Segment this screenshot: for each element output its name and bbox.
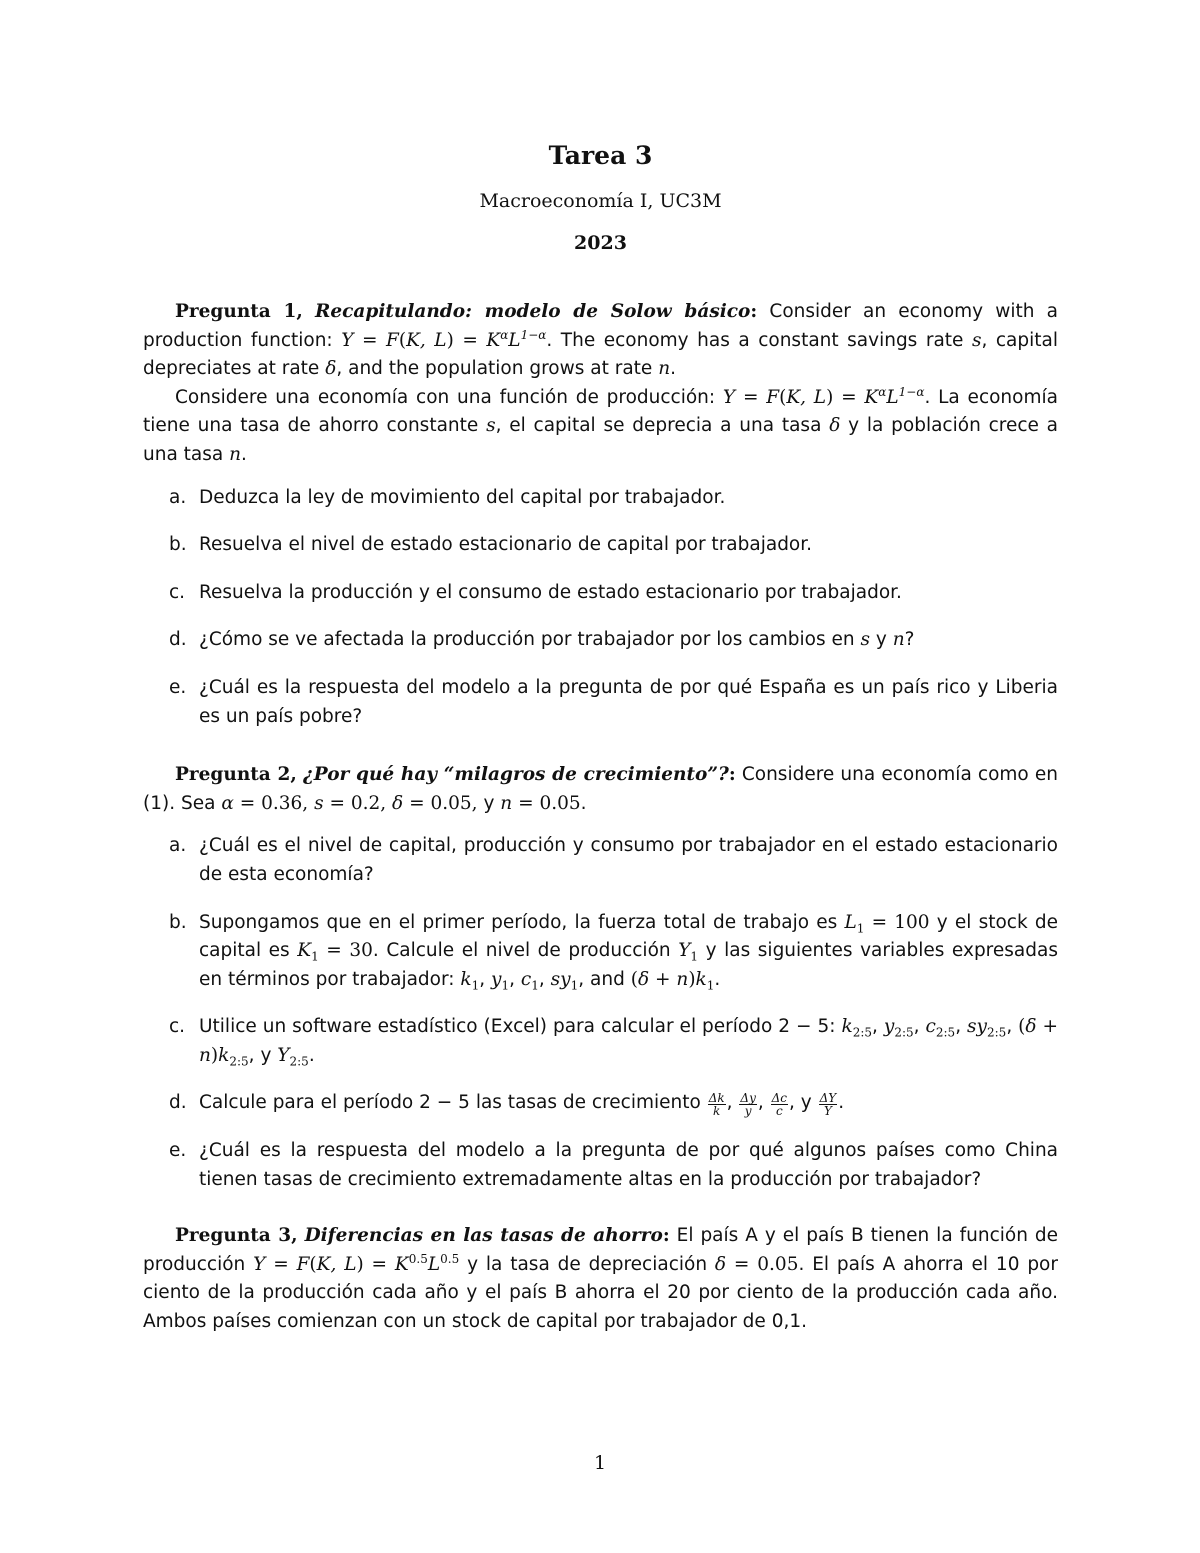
question-1-label: Pregunta 1, [175, 301, 303, 322]
question-2-label: Pregunta 2, [175, 764, 297, 786]
fraction-dk-k: $\frac{\Delta k}{k}$ [708, 1091, 725, 1119]
list-item: b. Resuelva el nivel de estado estacionario de capital por trabajador. [169, 534, 813, 556]
list-item: a. ¿Cuál es el nivel de capital, producción y consumo por trabajador en el estado estacionario de esta economía? [169, 835, 1058, 885]
question-3-title: Diferencias en las tasas de ahorro [304, 1225, 663, 1247]
fraction-dY-Y: $\frac{\Delta Y}{Y}$ [819, 1091, 837, 1119]
question-1-title: Recapitulando: modelo de Solow básico [314, 301, 751, 322]
question-1-items [143, 484, 1058, 732]
list-item: c. Resuelva la producción y el consumo de estado estacionario por trabajador. [169, 581, 902, 603]
list-item: d. ¿Cómo se ve afectada la producción por trabajador por los cambios en s y n? [169, 629, 915, 651]
list-item: b. Supongamos que en el primer período, la fuerza total de trabajo es $L_1 = 100$ y el stock de capital es $K_1 = 30$. Calcule el nivel de producción $Y_1$ y las siguientes variables expresadas en términos por trabajador: $k_1$, $y_1$, $c_1$, $sy_1$, and $(\delta + n)k_1$. [169, 911, 1058, 993]
fraction-dy-y: $\frac{\Delta y}{y}$ [740, 1091, 756, 1119]
question-3-label: Pregunta 3, [175, 1225, 298, 1247]
list-item: e. ¿Cuál es la respuesta del modelo a la pregunta de por qué algunos países como China tienen tasas de crecimiento extremadamente altas en la producción por trabajador? [169, 1140, 1058, 1190]
question-1-spanish: Considere una economía con una función de producción: Y = F(K, $L) = K^\alpha L^{1-\alpha}$. La economía tiene una tasa de ahorro constante s, el capital se deprecia a una tasa δ y la población crece a una tasa n. [143, 384, 1059, 465]
list-item: c. Utilice un software estadístico (Excel) para calcular el período 2 − 5: $k_{2:5}$, $y_{2:5}$, $c_{2:5}$, $sy_{2:5}$, $(\delta + n)k_{2:5}$, y $Y_{2:5}$. [169, 1016, 1059, 1069]
fraction-dc-c: $\frac{\Delta c}{c}$ [771, 1091, 788, 1119]
question-2-items [143, 832, 1058, 1194]
document-subtitle: Macroeconomía I, UC3M [479, 190, 722, 212]
document-year: 2023 [574, 232, 627, 254]
question-2-intro: Pregunta 2, ¿Por qué hay “milagros de crecimiento”?: Considere una economía como en (1). Sea α = 0.36, s = 0.2, δ = 0.05, y n = 0.05. [143, 764, 1058, 814]
page-number: 1 [593, 1452, 607, 1474]
question-1-english: Pregunta 1, Recapitulando: modelo de Solow básico: Consider an economy with a production function: Y = F(K, $L) = K^\alpha L^{1-\alpha}$. The economy has a constant savings rate s, capital depreciates at rate δ, and the population grows at rate n. [143, 301, 1059, 380]
list-item: d. Calcule para el período 2 − 5 las tasas de crecimiento $\frac{\Delta k}{k}$ , $\frac{\Delta y}{y}$ , $\frac{\Delta c}{c}$ , y $\frac{\Delta Y}{Y}$ . [169, 1091, 845, 1119]
list-item: a. Deduzca la ley de movimiento del capital por trabajador. [169, 486, 726, 508]
list-item: e. ¿Cuál es la respuesta del modelo a la pregunta de por qué España es un país rico y Liberia es un país pobre? [169, 676, 1058, 727]
document-title: Tarea 3 [548, 141, 653, 170]
question-3: Pregunta 3, Diferencias en las tasas de ahorro: El país A y el país B tienen la función de producción Y = F(K, $L) = K^{0.5}L^{0.5}$ y la tasa de depreciación δ = 0.05. El país A ahorra el 10 por ciento de la producción cada año y el país B ahorra el 20 por ciento de la producción cada año. Ambos países comienzan con un stock de capital por trabajador de 0,1. [143, 1225, 1058, 1333]
question-2-title: ¿Por qué hay “milagros de crecimiento”? [302, 764, 729, 786]
